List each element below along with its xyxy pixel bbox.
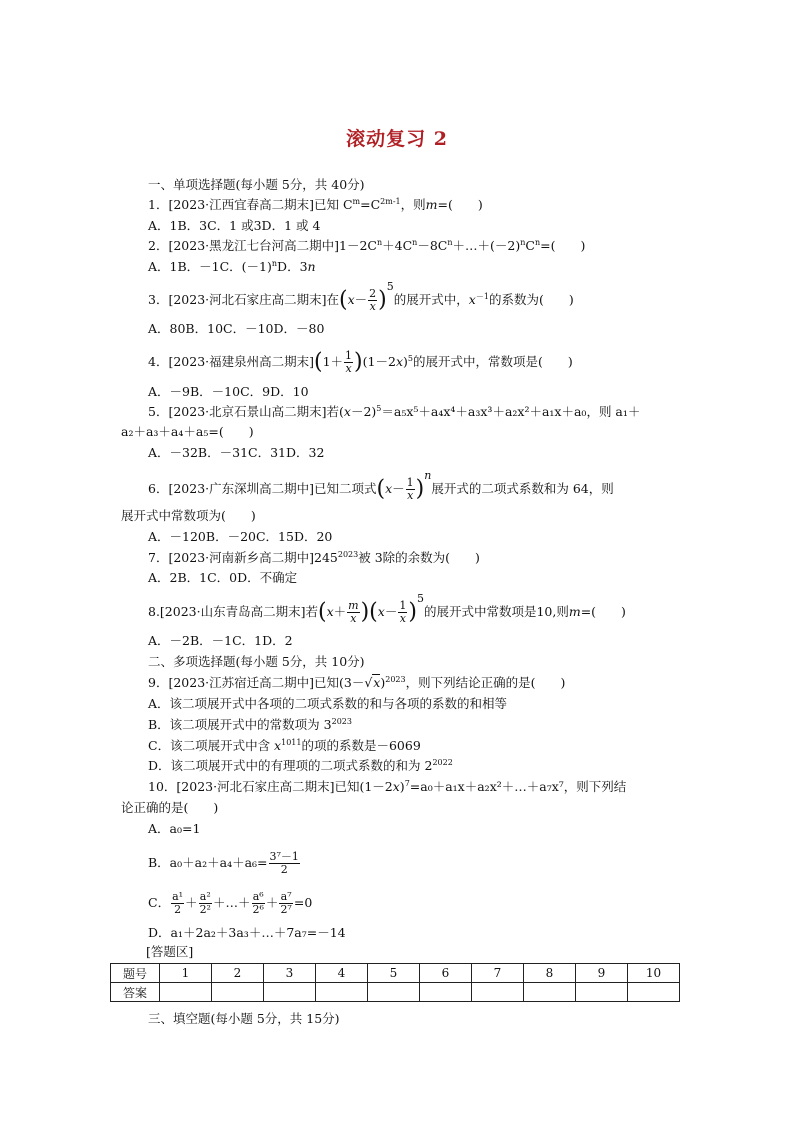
question-9-option-a: A．该二项展开式中各项的二项式系数的和与各项的系数的和相等	[148, 696, 508, 711]
answer-cell[interactable]	[524, 983, 576, 1002]
section-heading-fill-in: 三、填空题(每小题 5分，共 15分)	[148, 1011, 340, 1026]
question-5-options: A．－32B．－31C．31D．32	[148, 445, 325, 460]
answer-area-label: [答题区]	[146, 944, 194, 959]
table-cell: 10	[628, 964, 680, 983]
table-cell: 9	[576, 964, 628, 983]
table-header-cell: 题号	[111, 964, 160, 983]
question-6-line-2: 展开式中常数项为( )	[121, 508, 256, 523]
answer-table	[110, 963, 680, 1002]
table-cell: 3	[264, 964, 316, 983]
question-4-options: A．－9B．－10C．9D．10	[148, 384, 309, 399]
question-1: 1．[2023·江西宜春高二期末]已知 $C^m=C^{2m-1}$，则m=( )	[148, 197, 483, 212]
table-cell: 5	[368, 964, 420, 983]
answer-cell[interactable]	[628, 983, 680, 1002]
answer-cell[interactable]	[368, 983, 420, 1002]
question-5-line-1: 5．[2023·北京石景山高二期末]若$(x-2)^5=a_5x^5+a_4x^4+a_3x^3+a_2x^2+a_1x+a_0$，则 a₁＋	[148, 404, 641, 419]
table-cell: 6	[420, 964, 472, 983]
question-10-option-d: D．a₁＋2a₂＋3a₃＋…＋7a₇=－14	[148, 925, 346, 940]
question-10-option-c: C． $\frac{\text{a¹}}{2}$ ＋ $\frac{\text{a²}}{\text{2²}}$ ＋…＋ $\frac{\text{a⁶}}{\text{2⁶}}$ ＋ $\frac{\text{a⁷}}{\text{2⁷}}$ =0	[148, 890, 313, 916]
answer-cell[interactable]	[472, 983, 524, 1002]
question-9-option-c: C．该二项展开式中含 $x^{1011}$的项的系数是－6069	[148, 738, 421, 753]
question-4: 4．[2023·福建泉州高二期末](1＋ $\frac{1}{x}$ )$(1-2x)^5$的展开式中，常数项是( )	[148, 349, 573, 375]
table-cell: 1	[160, 964, 212, 983]
question-2: 2．[2023·黑龙江七台河高二期中]$1-2C^n+4C^n-8C^n+\dots+(-2)^nC^n=$( )	[148, 238, 586, 253]
question-8-options: A．－2B．－1C．1D．2	[148, 633, 293, 648]
question-7: 7．[2023·河南新乡高二期中]$245^{2023}$被 3除的余数为( )	[148, 550, 480, 565]
question-9: 9．[2023·江苏宿迁高二期中]已知$(3-√x)^{2023}$，则下列结论正确的是( )	[148, 675, 566, 690]
question-10-option-a: A．a₀=1	[148, 821, 201, 836]
table-cell: 4	[316, 964, 368, 983]
question-7-options: A．2B．1C．0D．不确定	[148, 570, 298, 585]
question-6: 6．[2023·广东深圳高二期中]已知二项式(x－ $\frac{1}{x}$ )n展开式的二项式系数和为 64，则	[148, 469, 614, 502]
answer-cell[interactable]	[316, 983, 368, 1002]
question-1-options: A．1B．3C．1 或3D．1 或 4	[148, 218, 321, 233]
page-title: 滚动复习 2	[346, 128, 448, 150]
table-header-cell: 答案	[111, 983, 160, 1002]
question-6-options: A．－120B．－20C．15D．20	[148, 529, 333, 544]
answer-cell[interactable]	[212, 983, 264, 1002]
table-cell: 7	[472, 964, 524, 983]
answer-cell[interactable]	[576, 983, 628, 1002]
question-3: 3．[2023·河北石家庄高二期末]在(x－ $\frac{2}{x}$ )5的展开式中，$x^{-1}$的系数为( )	[148, 280, 574, 313]
question-10-line-2: 论正确的是( )	[121, 800, 219, 815]
question-3-options: A．80B．10C．－10D．－80	[148, 321, 325, 336]
question-2-options: A．1B．－1C．$(-1)^nD$．3n	[148, 259, 316, 274]
question-10-option-b: B．a₀＋a₂＋a₄＋a₆= $\frac{\text{3⁷－1}}{2}$	[148, 850, 299, 876]
table-cell: 2	[212, 964, 264, 983]
table-row	[111, 964, 680, 983]
table-row	[111, 983, 680, 1002]
answer-cell[interactable]	[160, 983, 212, 1002]
section-heading-single-choice: 一、单项选择题(每小题 5分，共 40分)	[148, 177, 365, 192]
question-9-option-d: D．该二项展开式中的有理项的二项式系数的和为 $2^{2022}$	[148, 758, 453, 773]
question-10-line-1: 10．[2023·河北石家庄高二期末]已知$(1-2x)^7=a_0+a_1x+a_2x^2+\dots+a_7x^7$，则下列结	[148, 779, 627, 794]
answer-cell[interactable]	[420, 983, 472, 1002]
question-5-line-2: a₂＋a₃＋a₄＋a₅=( )	[121, 424, 254, 439]
table-cell: 8	[524, 964, 576, 983]
question-9-option-b: B．该二项展开式中的常数项为 $3^{2023}$	[148, 717, 352, 732]
section-heading-multiple-choice: 二、多项选择题(每小题 5分，共 10分)	[148, 654, 365, 669]
answer-cell[interactable]	[264, 983, 316, 1002]
question-8: 8.[2023·山东青岛高二期末]若(x＋ $\frac{m}{x}$ )(x－ $\frac{1}{x}$ )5的展开式中常数项是10,则m=( )	[148, 592, 626, 625]
